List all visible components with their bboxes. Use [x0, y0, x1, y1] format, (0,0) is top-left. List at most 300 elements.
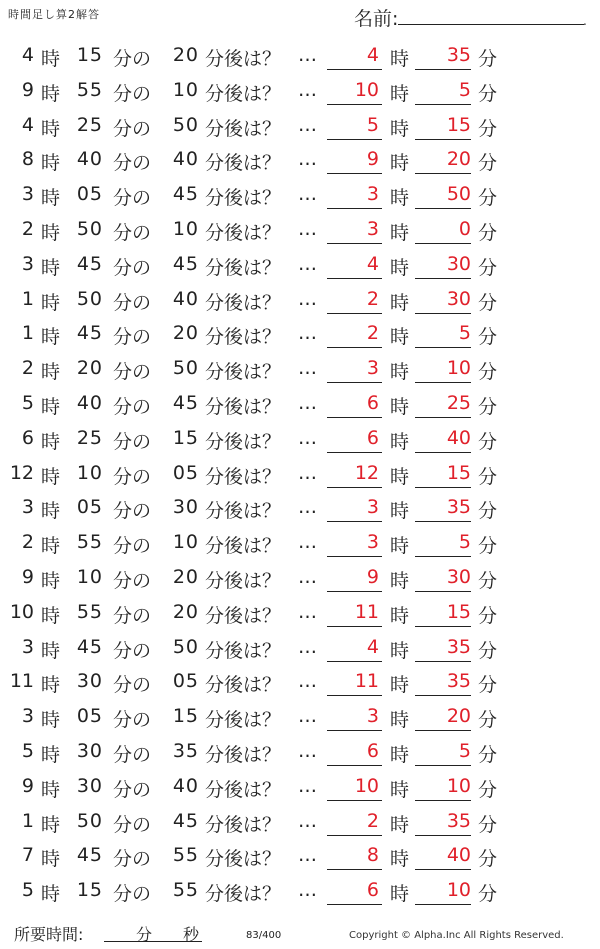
answer-minute-unit: 分: [478, 604, 498, 627]
start-hour: 3: [21, 183, 34, 206]
problem-row: [0, 177, 600, 212]
start-minute: 40: [76, 391, 103, 414]
added-minutes: 15: [172, 426, 199, 449]
ellipsis: …: [298, 600, 317, 623]
minute-of-label: 分の: [113, 569, 152, 592]
start-hour: 3: [21, 635, 34, 658]
page-number: 83/400: [246, 930, 282, 941]
time-minutes-unit: 分: [136, 925, 153, 944]
answer-hour: 6: [366, 739, 379, 762]
answer-minute: 20: [446, 148, 471, 171]
answer-hour-unit: 時: [390, 430, 410, 453]
answer-hour: 3: [366, 496, 379, 519]
problem-row: [0, 769, 600, 804]
answer-minute-unit: 分: [478, 465, 498, 488]
answer-hour-underline: [327, 382, 382, 383]
start-minute: 55: [76, 78, 103, 101]
added-minutes: 50: [172, 113, 199, 136]
answer-minute-unit: 分: [478, 535, 498, 558]
minute-of-label: 分の: [113, 361, 152, 384]
added-minutes: 30: [172, 496, 199, 519]
problem-row: [0, 73, 600, 108]
answer-hour-unit: 時: [390, 256, 410, 279]
problem-row: [0, 490, 600, 525]
problem-row: [0, 560, 600, 595]
answer-minute: 50: [446, 183, 471, 206]
problem-row: [0, 351, 600, 386]
minute-of-label: 分の: [113, 743, 152, 766]
answer-hour-underline: [327, 278, 382, 279]
start-hour: 4: [21, 44, 34, 66]
ellipsis: …: [298, 670, 317, 693]
hour-unit: 時: [41, 604, 61, 627]
start-minute: 45: [76, 322, 103, 345]
answer-hour-unit: 時: [390, 152, 410, 175]
ellipsis: …: [298, 496, 317, 519]
hour-unit: 時: [41, 48, 61, 70]
answer-hour-unit: 時: [390, 813, 410, 836]
answer-minute: 10: [446, 774, 471, 797]
worksheet-title: 時間足し算2解答: [8, 8, 100, 21]
minute-of-label: 分の: [113, 500, 152, 523]
hour-unit: 時: [41, 82, 61, 105]
ellipsis: …: [298, 322, 317, 345]
start-minute: 20: [76, 357, 103, 380]
answer-hour-underline: [327, 626, 382, 627]
answer-minute: 5: [458, 531, 471, 554]
hour-unit: 時: [41, 395, 61, 418]
answer-minute-unit: 分: [478, 187, 498, 210]
answer-hour-unit: 時: [390, 674, 410, 697]
answer-hour-underline: [327, 313, 382, 314]
problem-list: [0, 38, 600, 908]
minutes-after-label: 分後は？: [205, 604, 282, 627]
answer-hour-unit: 時: [390, 535, 410, 558]
hour-unit: 時: [41, 778, 61, 801]
answer-minute-underline: [415, 208, 471, 209]
minute-of-label: 分の: [113, 674, 152, 697]
start-hour: 11: [9, 670, 34, 693]
hour-unit: 時: [41, 883, 61, 906]
start-hour: 10: [9, 600, 34, 623]
answer-minute: 10: [446, 879, 471, 902]
start-minute: 55: [76, 600, 103, 623]
answer-hour-unit: 時: [390, 48, 410, 70]
added-minutes: 10: [172, 217, 199, 240]
answer-hour-unit: 時: [390, 82, 410, 105]
ellipsis: …: [298, 252, 317, 275]
start-minute: 10: [76, 565, 103, 588]
added-minutes: 15: [172, 705, 199, 728]
ellipsis: …: [298, 183, 317, 206]
minutes-after-label: 分後は？: [205, 256, 282, 279]
minute-of-label: 分の: [113, 604, 152, 627]
added-minutes: 40: [172, 287, 199, 310]
hour-unit: 時: [41, 326, 61, 349]
answer-minute-underline: [415, 347, 471, 348]
hour-unit: 時: [41, 465, 61, 488]
minutes-after-label: 分後は？: [205, 48, 282, 70]
answer-hour: 3: [366, 705, 379, 728]
hour-unit: 時: [41, 152, 61, 175]
answer-minute-underline: [415, 591, 471, 592]
hour-unit: 時: [41, 743, 61, 766]
minutes-after-label: 分後は？: [205, 535, 282, 558]
minutes-after-label: 分後は？: [205, 82, 282, 105]
problem-row: [0, 456, 600, 491]
ellipsis: …: [298, 705, 317, 728]
answer-hour-underline: [327, 661, 382, 662]
added-minutes: 20: [172, 322, 199, 345]
answer-hour-unit: 時: [390, 221, 410, 244]
minute-of-label: 分の: [113, 639, 152, 662]
answer-hour: 2: [366, 322, 379, 345]
minutes-after-label: 分後は？: [205, 361, 282, 384]
answer-hour-unit: 時: [390, 604, 410, 627]
added-minutes: 05: [172, 461, 199, 484]
answer-hour: 3: [366, 357, 379, 380]
problem-row: [0, 525, 600, 560]
answer-minute-underline: [415, 104, 471, 105]
start-minute: 55: [76, 531, 103, 554]
answer-hour-underline: [327, 695, 382, 696]
minute-of-label: 分の: [113, 187, 152, 210]
answer-hour-underline: [327, 800, 382, 801]
time-seconds-unit: 秒: [183, 925, 200, 944]
start-hour: 12: [9, 461, 34, 484]
added-minutes: 45: [172, 183, 199, 206]
answer-hour-underline: [327, 556, 382, 557]
answer-hour-unit: 時: [390, 743, 410, 766]
answer-hour: 4: [366, 252, 379, 275]
ellipsis: …: [298, 44, 317, 66]
start-hour: 5: [21, 739, 34, 762]
answer-minute-underline: [415, 452, 471, 453]
start-hour: 7: [21, 844, 34, 867]
hour-unit: 時: [41, 291, 61, 314]
hour-unit: 時: [41, 813, 61, 836]
start-hour: 2: [21, 217, 34, 240]
problem-row: [0, 282, 600, 317]
minutes-after-label: 分後は？: [205, 326, 282, 349]
ellipsis: …: [298, 461, 317, 484]
added-minutes: 20: [172, 44, 199, 66]
answer-hour: 2: [366, 287, 379, 310]
time-required-label: 所要時間:: [14, 925, 84, 944]
ellipsis: …: [298, 357, 317, 380]
answer-hour: 11: [354, 670, 379, 693]
ellipsis: …: [298, 879, 317, 902]
ellipsis: …: [298, 635, 317, 658]
answer-minute-underline: [415, 695, 471, 696]
answer-minute-unit: 分: [478, 152, 498, 175]
minute-of-label: 分の: [113, 152, 152, 175]
added-minutes: 40: [172, 148, 199, 171]
answer-minute-unit: 分: [478, 48, 498, 70]
minutes-after-label: 分後は？: [205, 430, 282, 453]
answer-minute-underline: [415, 382, 471, 383]
start-hour: 5: [21, 879, 34, 902]
answer-minute-unit: 分: [478, 883, 498, 906]
answer-minute-underline: [415, 556, 471, 557]
answer-minute-underline: [415, 869, 471, 870]
start-minute: 10: [76, 461, 103, 484]
minute-of-label: 分の: [113, 256, 152, 279]
minutes-after-label: 分後は？: [205, 848, 282, 871]
minute-of-label: 分の: [113, 778, 152, 801]
answer-minute: 30: [446, 252, 471, 275]
answer-hour-unit: 時: [390, 187, 410, 210]
answer-hour-underline: [327, 417, 382, 418]
answer-minute-unit: 分: [478, 743, 498, 766]
added-minutes: 40: [172, 774, 199, 797]
start-hour: 9: [21, 565, 34, 588]
answer-minute-unit: 分: [478, 709, 498, 732]
answer-minute-underline: [415, 835, 471, 836]
hour-unit: 時: [41, 500, 61, 523]
ellipsis: …: [298, 565, 317, 588]
answer-hour-unit: 時: [390, 709, 410, 732]
answer-hour: 4: [366, 635, 379, 658]
minutes-after-label: 分後は？: [205, 639, 282, 662]
ellipsis: …: [298, 426, 317, 449]
answer-minute-unit: 分: [478, 848, 498, 871]
answer-minute-underline: [415, 626, 471, 627]
answer-minute-unit: 分: [478, 221, 498, 244]
minute-of-label: 分の: [113, 395, 152, 418]
added-minutes: 50: [172, 635, 199, 658]
added-minutes: 55: [172, 844, 199, 867]
answer-minute-unit: 分: [478, 82, 498, 105]
minutes-after-label: 分後は？: [205, 221, 282, 244]
minutes-after-label: 分後は？: [205, 569, 282, 592]
answer-minute-unit: 分: [478, 500, 498, 523]
answer-minute-underline: [415, 139, 471, 140]
answer-hour-underline: [327, 521, 382, 522]
answer-hour-unit: 時: [390, 569, 410, 592]
minutes-after-label: 分後は？: [205, 778, 282, 801]
minute-of-label: 分の: [113, 813, 152, 836]
answer-minute: 5: [458, 739, 471, 762]
answer-hour-unit: 時: [390, 639, 410, 662]
name-line-dot: .: [583, 14, 587, 28]
minute-of-label: 分の: [113, 82, 152, 105]
answer-hour: 3: [366, 183, 379, 206]
ellipsis: …: [298, 113, 317, 136]
hour-unit: 時: [41, 535, 61, 558]
answer-hour: 3: [366, 217, 379, 240]
answer-hour: 11: [354, 600, 379, 623]
answer-minute-unit: 分: [478, 430, 498, 453]
answer-hour-underline: [327, 869, 382, 870]
answer-hour-unit: 時: [390, 465, 410, 488]
answer-hour-unit: 時: [390, 361, 410, 384]
answer-minute-unit: 分: [478, 291, 498, 314]
answer-minute-unit: 分: [478, 117, 498, 140]
answer-minute-underline: [415, 173, 471, 174]
answer-hour-underline: [327, 243, 382, 244]
answer-minute-underline: [415, 243, 471, 244]
answer-minute: 35: [446, 635, 471, 658]
problem-row: [0, 664, 600, 699]
answer-hour-underline: [327, 765, 382, 766]
minutes-after-label: 分後は？: [205, 465, 282, 488]
added-minutes: 55: [172, 879, 199, 902]
answer-hour: 8: [366, 844, 379, 867]
answer-hour: 9: [366, 565, 379, 588]
minute-of-label: 分の: [113, 709, 152, 732]
answer-minute: 40: [446, 426, 471, 449]
problem-row: [0, 421, 600, 456]
hour-unit: 時: [41, 709, 61, 732]
answer-hour: 5: [366, 113, 379, 136]
minute-of-label: 分の: [113, 291, 152, 314]
answer-hour: 9: [366, 148, 379, 171]
answer-hour: 3: [366, 531, 379, 554]
start-hour: 9: [21, 78, 34, 101]
answer-minute: 30: [446, 565, 471, 588]
minutes-after-label: 分後は？: [205, 709, 282, 732]
name-blank-line: [398, 24, 584, 25]
minute-of-label: 分の: [113, 48, 152, 70]
hour-unit: 時: [41, 848, 61, 871]
answer-minute-unit: 分: [478, 569, 498, 592]
start-minute: 30: [76, 739, 103, 762]
answer-minute: 0: [458, 217, 471, 240]
start-minute: 50: [76, 217, 103, 240]
start-hour: 3: [21, 496, 34, 519]
start-minute: 45: [76, 635, 103, 658]
problem-row: [0, 873, 600, 908]
answer-minute-unit: 分: [478, 674, 498, 697]
start-minute: 45: [76, 844, 103, 867]
ellipsis: …: [298, 531, 317, 554]
answer-minute-unit: 分: [478, 256, 498, 279]
problem-row: [0, 212, 600, 247]
start-hour: 1: [21, 322, 34, 345]
answer-hour-unit: 時: [390, 778, 410, 801]
ellipsis: …: [298, 391, 317, 414]
minute-of-label: 分の: [113, 535, 152, 558]
problem-row: [0, 699, 600, 734]
problem-row: [0, 38, 600, 73]
answer-minute-underline: [415, 521, 471, 522]
problem-row: [0, 108, 600, 143]
minutes-after-label: 分後は？: [205, 743, 282, 766]
minutes-after-label: 分後は？: [205, 813, 282, 836]
answer-hour-underline: [327, 452, 382, 453]
answer-hour: 4: [366, 44, 379, 66]
ellipsis: …: [298, 217, 317, 240]
added-minutes: 10: [172, 531, 199, 554]
answer-minute-underline: [415, 69, 471, 70]
hour-unit: 時: [41, 361, 61, 384]
hour-unit: 時: [41, 117, 61, 140]
answer-hour-underline: [327, 208, 382, 209]
start-minute: 40: [76, 148, 103, 171]
start-hour: 2: [21, 531, 34, 554]
answer-hour-unit: 時: [390, 848, 410, 871]
start-hour: 8: [21, 148, 34, 171]
answer-minute: 35: [446, 670, 471, 693]
answer-hour-underline: [327, 730, 382, 731]
minutes-after-label: 分後は？: [205, 883, 282, 906]
minute-of-label: 分の: [113, 221, 152, 244]
start-hour: 9: [21, 774, 34, 797]
minute-of-label: 分の: [113, 465, 152, 488]
answer-minute-underline: [415, 661, 471, 662]
ellipsis: …: [298, 774, 317, 797]
answer-minute-unit: 分: [478, 813, 498, 836]
added-minutes: 45: [172, 809, 199, 832]
start-minute: 45: [76, 252, 103, 275]
answer-hour-unit: 時: [390, 326, 410, 349]
problem-row: [0, 804, 600, 839]
answer-minute-underline: [415, 487, 471, 488]
answer-minute-underline: [415, 730, 471, 731]
answer-hour-underline: [327, 835, 382, 836]
answer-minute: 40: [446, 844, 471, 867]
minutes-after-label: 分後は？: [205, 500, 282, 523]
start-minute: 30: [76, 774, 103, 797]
start-minute: 30: [76, 670, 103, 693]
start-hour: 5: [21, 391, 34, 414]
start-minute: 15: [76, 879, 103, 902]
start-minute: 05: [76, 705, 103, 728]
answer-minute-unit: 分: [478, 395, 498, 418]
answer-minute: 15: [446, 600, 471, 623]
answer-minute-unit: 分: [478, 639, 498, 662]
hour-unit: 時: [41, 256, 61, 279]
ellipsis: …: [298, 739, 317, 762]
start-minute: 25: [76, 113, 103, 136]
answer-minute: 35: [446, 496, 471, 519]
hour-unit: 時: [41, 430, 61, 453]
problem-row: [0, 386, 600, 421]
answer-minute: 15: [446, 461, 471, 484]
minute-of-label: 分の: [113, 326, 152, 349]
answer-hour-underline: [327, 347, 382, 348]
problem-row: [0, 247, 600, 282]
answer-hour: 6: [366, 879, 379, 902]
start-hour: 3: [21, 252, 34, 275]
added-minutes: 35: [172, 739, 199, 762]
answer-minute-unit: 分: [478, 778, 498, 801]
start-hour: 1: [21, 809, 34, 832]
added-minutes: 20: [172, 565, 199, 588]
problem-row: [0, 316, 600, 351]
added-minutes: 45: [172, 252, 199, 275]
ellipsis: …: [298, 148, 317, 171]
answer-hour: 10: [354, 78, 379, 101]
answer-hour: 12: [354, 461, 379, 484]
added-minutes: 05: [172, 670, 199, 693]
added-minutes: 10: [172, 78, 199, 101]
answer-hour: 6: [366, 391, 379, 414]
minute-of-label: 分の: [113, 117, 152, 140]
hour-unit: 時: [41, 674, 61, 697]
answer-minute-underline: [415, 313, 471, 314]
answer-hour-unit: 時: [390, 117, 410, 140]
ellipsis: …: [298, 78, 317, 101]
answer-hour-underline: [327, 173, 382, 174]
answer-hour: 6: [366, 426, 379, 449]
minute-of-label: 分の: [113, 430, 152, 453]
minutes-after-label: 分後は？: [205, 187, 282, 210]
answer-minute: 25: [446, 391, 471, 414]
answer-minute-underline: [415, 765, 471, 766]
answer-hour-underline: [327, 487, 382, 488]
